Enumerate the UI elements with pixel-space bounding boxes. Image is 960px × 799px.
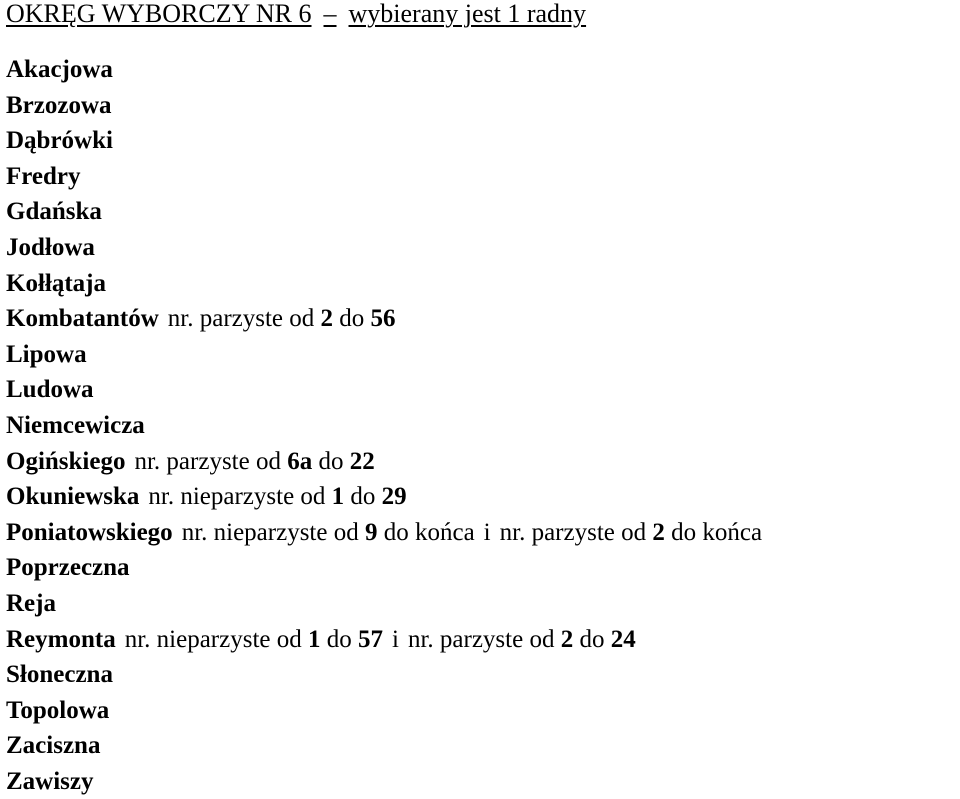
street-entry: [6, 52, 762, 88]
street-entry: [6, 693, 762, 729]
street-name: Ogińskiego: [6, 447, 126, 475]
range-join: i: [483, 518, 491, 546]
street-entry: [6, 123, 762, 159]
number-range: nr. parzyste od 2 do końca: [499, 518, 763, 546]
street-name: Kołłątaja: [6, 269, 106, 297]
range-join: i: [392, 625, 399, 653]
street-name: Niemcewicza: [6, 411, 145, 439]
district-title: OKRĘG WYBORCZY NR 6: [6, 0, 312, 28]
number-range: nr. parzyste od 2 do 56: [167, 305, 396, 333]
street-entry: [6, 657, 762, 693]
street-entry: [6, 586, 762, 622]
street-entry: [6, 408, 762, 444]
street-name: Poniatowskiego: [6, 518, 173, 546]
street-name: Okuniewska: [6, 483, 140, 511]
street-entry: [6, 266, 762, 302]
street-name: Reja: [6, 589, 56, 617]
street-entry: [6, 764, 762, 799]
district-seats-info: wybierany jest 1 radny: [348, 0, 587, 28]
number-range: nr. nieparzyste od 1 do 57: [124, 625, 383, 653]
street-entry: [6, 88, 762, 124]
street-entry: [6, 444, 762, 480]
street-name: Zaciszna: [6, 732, 101, 760]
street-list: [6, 52, 762, 799]
street-name: Zawiszy: [6, 767, 94, 795]
street-name: Dąbrówki: [6, 127, 113, 155]
street-entry: [6, 194, 762, 230]
number-range: nr. parzyste od 2 do 24: [407, 625, 636, 653]
street-name: Słoneczna: [6, 661, 113, 689]
street-name: Lipowa: [6, 340, 87, 368]
street-name: Poprzeczna: [6, 554, 130, 582]
street-name: Kombatantów: [6, 305, 159, 333]
number-range: nr. nieparzyste od 9 do końca: [181, 518, 475, 546]
street-entry: [6, 301, 762, 337]
street-entry: [6, 622, 762, 658]
street-name: Jodłowa: [6, 233, 95, 261]
street-name: Akacjowa: [6, 56, 113, 83]
street-name: Reymonta: [6, 625, 116, 653]
street-entry: [6, 479, 762, 515]
street-name: Brzozowa: [6, 91, 112, 119]
street-entry: [6, 550, 762, 586]
street-name: Ludowa: [6, 376, 94, 404]
street-entry: [6, 230, 762, 266]
header-dash: –: [323, 0, 337, 28]
street-entry: [6, 159, 762, 195]
street-entry: [6, 728, 762, 764]
street-entry: [6, 515, 762, 551]
street-name: Topolowa: [6, 696, 110, 724]
number-range: nr. parzyste od 6a do 22: [134, 447, 375, 475]
street-entry: [6, 337, 762, 373]
street-entry: [6, 372, 762, 408]
street-name: Gdańska: [6, 198, 102, 226]
street-name: Fredry: [6, 162, 81, 190]
district-header: [6, 0, 586, 28]
number-range: nr. nieparzyste od 1 do 29: [148, 483, 407, 511]
